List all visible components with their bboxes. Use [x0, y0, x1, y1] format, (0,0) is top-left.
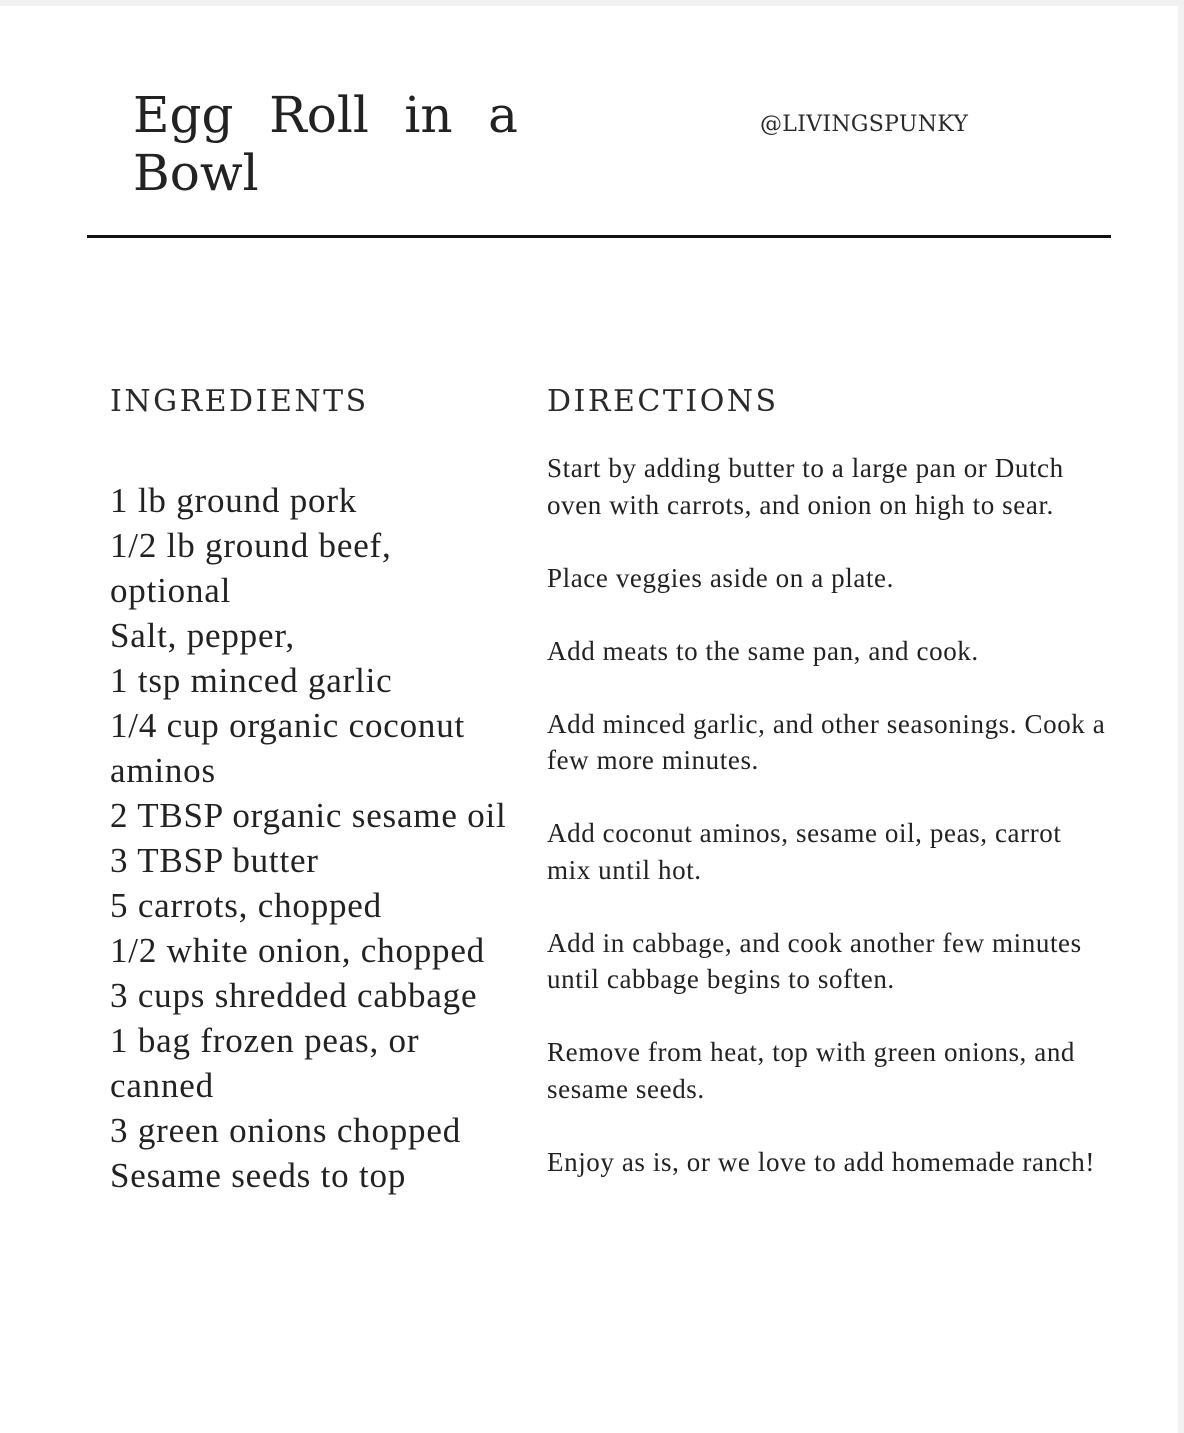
ingredient-item: Salt, pepper, [110, 616, 295, 655]
direction-step: Enjoy as is, or we love to add homemade ranch! [547, 1146, 1095, 1177]
direction-step: Add minced garlic, and other seasonings. Cook a few more minutes. [547, 708, 1106, 775]
ingredient-item: Sesame seeds to top [110, 1156, 407, 1195]
ingredient-item: 5 carrots, chopped [110, 886, 382, 925]
ingredients-list [110, 478, 510, 1198]
header-divider [87, 235, 1111, 238]
direction-step: Remove from heat, top with green onions, and sesame seeds. [547, 1037, 1076, 1104]
ingredient-item: 1 tsp minced garlic [110, 661, 393, 700]
direction-step: Place veggies aside on a plate. [547, 562, 894, 593]
direction-step: Add meats to the same pan, and cook. [547, 635, 979, 666]
direction-step: Add coconut aminos, sesame oil, peas, carrot mix until hot. [547, 818, 1062, 885]
ingredient-item: 1/2 white onion, chopped [110, 931, 485, 970]
ingredient-item: 1 lb ground pork [110, 481, 358, 520]
ingredient-item: 3 green onions chopped [110, 1111, 461, 1150]
direction-step: Add in cabbage, and cook another few minutes until cabbage begins to soften. [547, 927, 1082, 994]
direction-step: Start by adding butter to a large pan or Dutch oven with carrots, and onion on high to sear. [547, 453, 1064, 520]
directions-heading: DIRECTIONS [547, 384, 779, 419]
ingredients-heading: INGREDIENTS [110, 384, 369, 419]
recipe-title: Egg Roll in a Bowl [133, 86, 518, 202]
recipe-card [0, 6, 1178, 1433]
directions-list [547, 450, 1107, 1217]
ingredient-item: 1 bag frozen peas, or canned [110, 1021, 420, 1105]
ingredient-item: 2 TBSP organic sesame oil [110, 796, 507, 835]
ingredient-item: 3 cups shredded cabbage [110, 976, 478, 1015]
ingredient-item: 1/2 lb ground beef, optional [110, 526, 392, 610]
ingredient-item: 3 TBSP butter [110, 841, 319, 880]
author-handle: @LIVINGSPUNKY [760, 112, 969, 137]
ingredient-item: 1/4 cup organic coconut aminos [110, 706, 466, 790]
